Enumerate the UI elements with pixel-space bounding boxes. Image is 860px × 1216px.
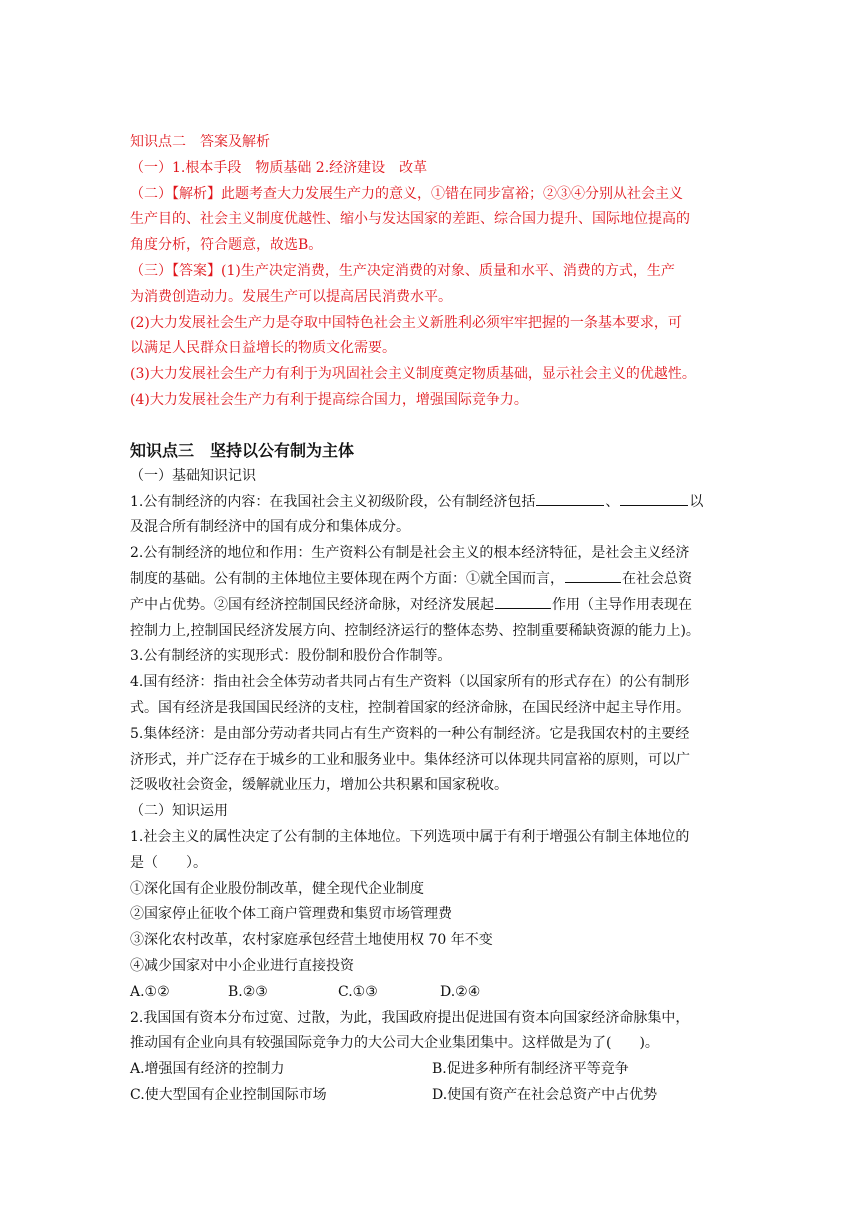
item3-line: 3.公有制经济的实现形式：股份制和股份合作制等。: [130, 648, 452, 665]
fill-blank[interactable]: [495, 594, 551, 609]
q1-options: [130, 980, 730, 1006]
answer-part3-line: (4)大力发展社会生产力有利于提高综合国力，增强国际竞争力。: [130, 391, 528, 408]
fill-blank[interactable]: [536, 491, 604, 506]
q2-stem-line: 2.我国国有资本分布过宽、过散，为此，我国政府提出促进国有资本向国家经济命脉集中，: [130, 1009, 690, 1026]
item2-line: 2.公有制经济的地位和作用：生产资料公有制是社会主义的根本经济特征，是社会主义经济: [130, 545, 690, 562]
answer-part3-line: 为消费创造动力。发展生产可以提高居民消费水平。: [130, 288, 452, 305]
answer-part3-line: （三）【答案】(1)生产决定消费，生产决定消费的对象、质量和水平、消费的方式，生产: [130, 262, 675, 279]
item4-line: 式。国有经济是我国国民经济的支柱，控制着国家的经济命脉，在国民经济中起主导作用。: [130, 699, 690, 716]
q1-option-b[interactable]: B.②③: [228, 983, 268, 1000]
q1-option-d[interactable]: D.②④: [440, 983, 481, 1000]
answer-part3-line: (3)大力发展社会生产力有利于为巩固社会主义制度奠定物质基础，显示社会主义的优越性。: [130, 366, 696, 383]
answer-part3-line: 以满足人民群众日益增长的物质文化需要。: [130, 340, 396, 357]
answer-part2-line: （二）【解析】此题考查大力发展生产力的意义，①错在同步富裕；②③④分别从社会主义: [130, 185, 683, 202]
document-page: [130, 130, 730, 1109]
q1-statement: ④减少国家对中小企业进行直接投资: [130, 957, 354, 974]
item5-line: 泛吸收社会资金，缓解就业压力，增加公共积累和国家税收。: [130, 777, 508, 794]
knowledge-apply-title: （二）知识运用: [130, 803, 228, 820]
q1-option-c[interactable]: C.①③: [338, 983, 378, 1000]
answer-part2-line: 角度分析，符合题意，故选B。: [130, 237, 323, 254]
item2-line: 控制力上,控制国民经济发展方向、控制经济运行的整体态势、控制重要稀缺资源的能力上)。: [130, 622, 700, 639]
answer-part2-line: 生产目的、社会主义制度优越性、缩小与发达国家的差距、综合国力提升、国际地位提高的: [130, 211, 690, 228]
q2-option-b[interactable]: B.促进多种所有制经济平等竞争: [432, 1061, 629, 1078]
q2-options-row: [130, 1083, 730, 1109]
q2-option-a[interactable]: A.增强国有经济的控制力: [130, 1061, 285, 1078]
q1-statement: ②国家停止征收个体工商户管理费和集贸市场管理费: [130, 906, 452, 923]
q2-options-row: [130, 1057, 730, 1083]
item5-line: 济形式，并广泛存在于城乡的工业和服务业中。集体经济可以体现共同富裕的原则，可以广: [130, 751, 690, 768]
item5-line: 5.集体经济：是由部分劳动者共同占有生产资料的一种公有制经济。它是我国农村的主要经: [130, 725, 690, 742]
section2-answers: [130, 130, 730, 414]
item1-line: 及混合所有制经济中的国有成分和集体成分。: [130, 519, 410, 536]
q1-option-a[interactable]: A.①②: [130, 983, 170, 1000]
answer-part3-line: (2)大力发展社会生产力是夺取中国特色社会主义新胜利必须牢牢把握的一条基本要求，可: [130, 314, 682, 331]
q2-stem-line: 推动国有企业向具有较强国际竞争力的大公司大企业集团集中。这样做是为了( )。: [130, 1035, 659, 1052]
section3-heading: 知识点三 坚持以公有制为主体: [130, 440, 355, 460]
answer-part1: （一）1.根本手段 物质基础 2.经济建设 改革: [130, 159, 428, 176]
item2-line: 产中占优势。②国有经济控制国民经济命脉，对经济发展起 作用（主导作用表现在: [130, 593, 730, 619]
item4-line: 4.国有经济：指由社会全体劳动者共同占有生产资料（以国家所有的形式存在）的公有制形: [130, 674, 690, 691]
basic-knowledge-title: （一）基础知识记识: [130, 467, 256, 484]
q1-statement: ③深化农村改革，农村家庭承包经营土地使用权 70 年不变: [130, 932, 493, 949]
fill-blank[interactable]: [620, 491, 688, 506]
item2-line: 制度的基础。公有制的主体地位主要体现在两个方面：①就全国而言， 在社会总资: [130, 567, 730, 593]
fill-blank[interactable]: [565, 568, 621, 583]
answers-title: 知识点二 答案及解析: [130, 134, 270, 150]
q2-option-c[interactable]: C.使大型国有企业控制国际市场: [130, 1086, 327, 1103]
item1-line: 1.公有制经济的内容：在我国社会主义初级阶段，公有制经济包括 、 以: [130, 490, 730, 516]
q1-statement: ①深化国有企业股份制改革，健全现代企业制度: [130, 880, 424, 897]
q1-stem-line: 1.社会主义的属性决定了公有制的主体地位。下列选项中属于有利于增强公有制主体地位的: [130, 828, 690, 845]
section3: [130, 438, 730, 1109]
q1-stem-line: 是（ ）。: [130, 854, 207, 871]
q2-option-d[interactable]: D.使国有资产在社会总资产中占优势: [432, 1086, 658, 1103]
